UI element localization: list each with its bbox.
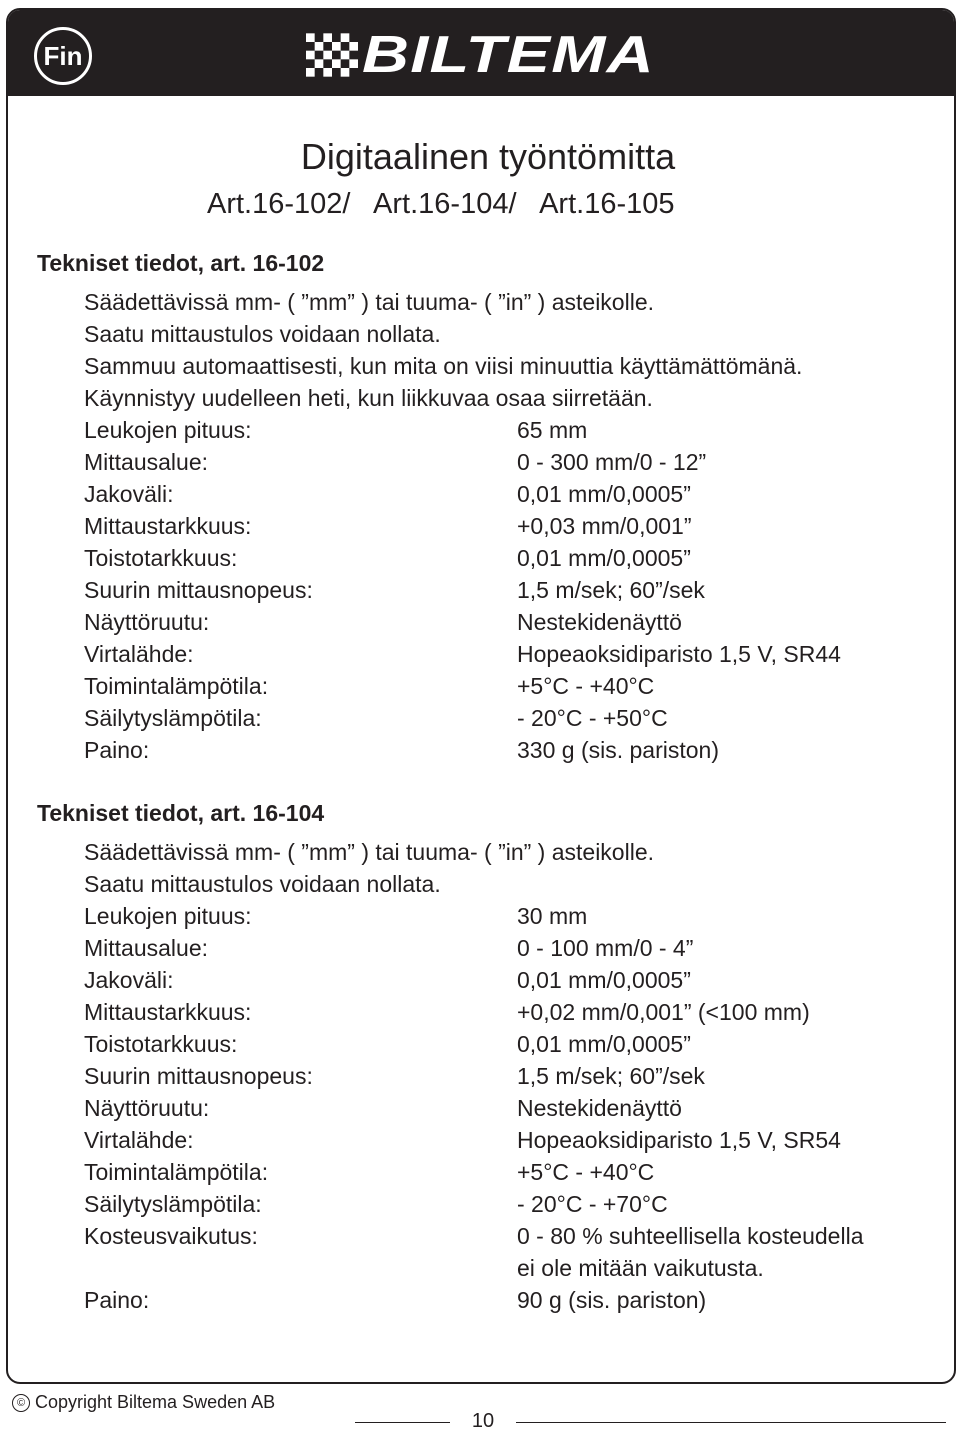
spec-label: Virtalähde:	[84, 1127, 194, 1153]
spec-value: 1,5 m/sek; 60”/sek	[517, 577, 705, 603]
spec-value: 30 mm	[517, 903, 588, 929]
spec-value: +5°C - +40°C	[517, 673, 655, 699]
page-number: 10	[471, 1410, 495, 1432]
spec-value: 0,01 mm/0,0005”	[517, 1031, 691, 1057]
spec-label: Toimintalämpötila:	[84, 1159, 269, 1185]
spec-label: Virtalähde:	[84, 641, 194, 667]
article-numbers: Art.16-102/ Art.16-104/ Art.16-105	[207, 188, 675, 220]
spec-label: Toistotarkkuus:	[84, 545, 238, 571]
feature-line: Käynnistyy uudelleen heti, kun liikkuvaa osaa siirretään.	[84, 385, 653, 411]
spec-label: Mittaustarkkuus:	[84, 999, 252, 1025]
spec-value: ei ole mitään vaikutusta.	[517, 1255, 764, 1281]
spec-value: 0,01 mm/0,0005”	[517, 481, 691, 507]
spec-label: Suurin mittausnopeus:	[84, 1063, 313, 1089]
spec-label: Säilytyslämpötila:	[84, 1191, 262, 1217]
spec-label: Toistotarkkuus:	[84, 1031, 238, 1057]
spec-value: Hopeaoksidiparisto 1,5 V, SR44	[517, 641, 841, 667]
spec-label: Jakoväli:	[84, 967, 174, 993]
spec-label: Näyttöruutu:	[84, 609, 210, 635]
spec-value: 0,01 mm/0,0005”	[517, 545, 691, 571]
spec-value: +0,02 mm/0,001” (<100 mm)	[517, 999, 810, 1025]
spec-value: Hopeaoksidiparisto 1,5 V, SR54	[517, 1127, 841, 1153]
spec-label: Mittaustarkkuus:	[84, 513, 252, 539]
copyright-icon: ©	[12, 1394, 30, 1412]
feature-line: Säädettävissä mm- ( ”mm” ) tai tuuma- ( ”in” ) asteikolle.	[84, 289, 655, 315]
biltema-logo	[306, 26, 655, 84]
spec-label: Leukojen pituus:	[84, 417, 252, 443]
spec-value: 0 - 300 mm/0 - 12”	[517, 449, 707, 475]
language-badge: Fin	[34, 27, 92, 85]
feature-line: Saatu mittaustulos voidaan nollata.	[84, 871, 441, 897]
spec-value: 1,5 m/sek; 60”/sek	[517, 1063, 705, 1089]
spec-value: 65 mm	[517, 417, 588, 443]
spec-label: Paino:	[84, 737, 150, 763]
spec-value: +5°C - +40°C	[517, 1159, 655, 1185]
document-title: Digitaalinen työntömitta	[300, 136, 676, 177]
spec-value: 330 g (sis. pariston)	[517, 737, 719, 763]
spec-label: Mittausalue:	[84, 449, 209, 475]
spec-label: Suurin mittausnopeus:	[84, 577, 313, 603]
spec-label: Toimintalämpötila:	[84, 673, 269, 699]
section-heading-16-104: Tekniset tiedot, art. 16-104	[37, 800, 325, 826]
spec-label: Mittausalue:	[84, 935, 209, 961]
spec-value: 0 - 100 mm/0 - 4”	[517, 935, 694, 961]
feature-line: Sammuu automaattisesti, kun mita on viisi minuuttia käyttämättömänä.	[84, 353, 803, 379]
checkered-flag-icon	[306, 32, 358, 78]
spec-value: 0 - 80 % suhteellisella kosteudella	[517, 1223, 864, 1249]
spec-value: - 20°C - +70°C	[517, 1191, 668, 1217]
header-bar	[8, 10, 954, 96]
logo-text: BILTEMA	[362, 26, 655, 84]
copyright-notice	[12, 1392, 275, 1413]
spec-value: 90 g (sis. pariston)	[517, 1287, 707, 1313]
spec-label: Jakoväli:	[84, 481, 174, 507]
footer-divider	[516, 1422, 946, 1423]
feature-line: Saatu mittaustulos voidaan nollata.	[84, 321, 441, 347]
footer-divider	[355, 1422, 450, 1423]
spec-label: Paino:	[84, 1287, 150, 1313]
spec-value: 0,01 mm/0,0005”	[517, 967, 691, 993]
spec-label: Kosteusvaikutus:	[84, 1223, 258, 1249]
spec-value: Nestekidenäyttö	[517, 609, 682, 635]
section-heading-16-102: Tekniset tiedot, art. 16-102	[37, 250, 325, 276]
spec-label: Leukojen pituus:	[84, 903, 252, 929]
spec-value: - 20°C - +50°C	[517, 705, 668, 731]
spec-label: Säilytyslämpötila:	[84, 705, 262, 731]
feature-line: Säädettävissä mm- ( ”mm” ) tai tuuma- ( ”in” ) asteikolle.	[84, 839, 655, 865]
spec-value: +0,03 mm/0,001”	[517, 513, 692, 539]
spec-label: Näyttöruutu:	[84, 1095, 210, 1121]
spec-value: Nestekidenäyttö	[517, 1095, 682, 1121]
copyright-text: Copyright Biltema Sweden AB	[35, 1392, 276, 1412]
